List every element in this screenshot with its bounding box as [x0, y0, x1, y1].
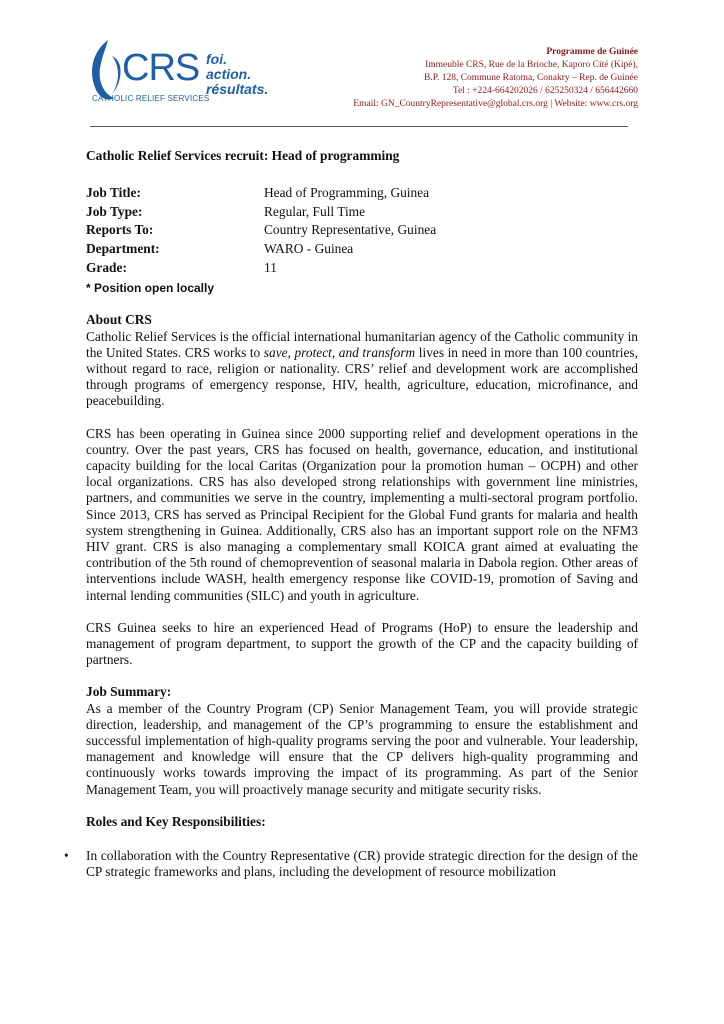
responsibilities-list	[64, 848, 638, 880]
about-section	[86, 312, 638, 668]
document-title: Catholic Relief Services recruit: Head of programming	[86, 148, 400, 163]
field-label: Job Title:	[86, 185, 141, 201]
program-name: Programme de Guinée	[546, 47, 638, 57]
contact-block	[353, 46, 638, 111]
bullet-icon: •	[64, 848, 69, 864]
address-line: B.P. 128, Commune Ratoma, Conakry – Rep. de Guinée	[424, 73, 638, 83]
paragraph: CRS Guinea seeks to hire an experienced Head of Programs (HoP) to ensure the leadership and management of program department, to support the growth of the CP and the capacity building of partners.	[86, 619, 638, 668]
table-row	[86, 184, 638, 203]
job-details-table	[86, 184, 638, 277]
table-row	[86, 259, 638, 278]
paragraph: CRS has been operating in Guinea since 2000 supporting relief and development operations in the country. Over the past years, CRS has focused on health, governance, education, and institutional capacity building for the local Caritas (Organization pour la promotion human – OCPH) and other local organizations. CRS has also developed strong relationships with government line ministries, partners, and communities we serve in the country, implementing a multi-sectoral program portfolio. Since 2013, CRS has served as Principal Recipient for the Global Fund grants for malaria and health system strengthening in Guinea. Additionally, CRS also has an important support role on the NFM3 HIV grant. CRS is also managing a complementary small KOICA grant aimed at evaluating the contribution of the 5th round of chemoprevention of seasonal malaria in Dabola region. Other areas of interventions include WASH, health emergency response like COVID-19, promotion of Saving and internal lending communities (SILC) and youth in agriculture.	[86, 425, 638, 603]
field-value: Head of Programming, Guinea	[264, 185, 430, 201]
paragraph: Catholic Relief Services is the official international humanitarian agency of the Catholic community in the United States. CRS works to save, protect, and transform lives in need in more than 100 countries, without regard to race, religion or nationality. CRS’ relief and development work are accomplished through programs of emergency response, HIV, health, agriculture, education, microfinance, and peacebuilding.	[86, 328, 638, 409]
field-value: WARO - Guinea	[264, 240, 354, 256]
logo-tagline: foi. action. résultats.	[206, 51, 269, 97]
logo-subtitle: CATHOLIC RELIEF SERVICES	[92, 94, 210, 103]
table-row	[86, 240, 638, 259]
phone-line: Tel : +224-664202026 / 625250324 / 656442660	[452, 86, 638, 96]
section-heading: Roles and Key Responsibilities:	[86, 813, 266, 829]
field-value: 11	[264, 259, 277, 275]
field-label: Department:	[86, 240, 160, 256]
list-item: • In collaboration with the Country Representative (CR) provide strategic direction for the design of the CP strategic frameworks and plans, including the development of resource mobilization	[64, 848, 638, 880]
paragraph: As a member of the Country Program (CP) Senior Management Team, you will provide strategic direction, leadership, and management of the CP’s programming to ensure the establishment and successful implementation of high-quality programs serving the poor and vulnerable. Your leadership, management and knowledge will ensure that the CP delivers high-quality programming and continuously works towards improving the impact of its programming. As part of the Senior Management Team, you will proactively manage security and mitigate security risks.	[86, 700, 638, 797]
field-label: Job Type:	[86, 203, 143, 219]
table-row	[86, 221, 638, 240]
email-website-line: Email: GN_CountryRepresentative@global.crs.org | Website: www.crs.org	[353, 99, 638, 109]
job-summary-section	[86, 684, 638, 797]
header-divider	[90, 126, 628, 127]
table-row	[86, 203, 638, 222]
field-label: Grade:	[86, 259, 127, 275]
address-line: Immeuble CRS, Rue de la Brioche, Kaporo Cité (Kipé),	[425, 60, 638, 70]
section-heading: About CRS	[86, 312, 152, 328]
section-heading: Job Summary:	[86, 684, 172, 700]
field-value: Country Representative, Guinea	[264, 222, 437, 238]
crs-logo	[86, 38, 306, 108]
field-label: Reports To:	[86, 222, 154, 238]
document-body	[64, 148, 638, 880]
position-note: * Position open locally	[86, 281, 215, 296]
roles-section	[64, 813, 638, 881]
logo-wordmark: CRS	[122, 47, 200, 89]
field-value: Regular, Full Time	[264, 203, 366, 219]
